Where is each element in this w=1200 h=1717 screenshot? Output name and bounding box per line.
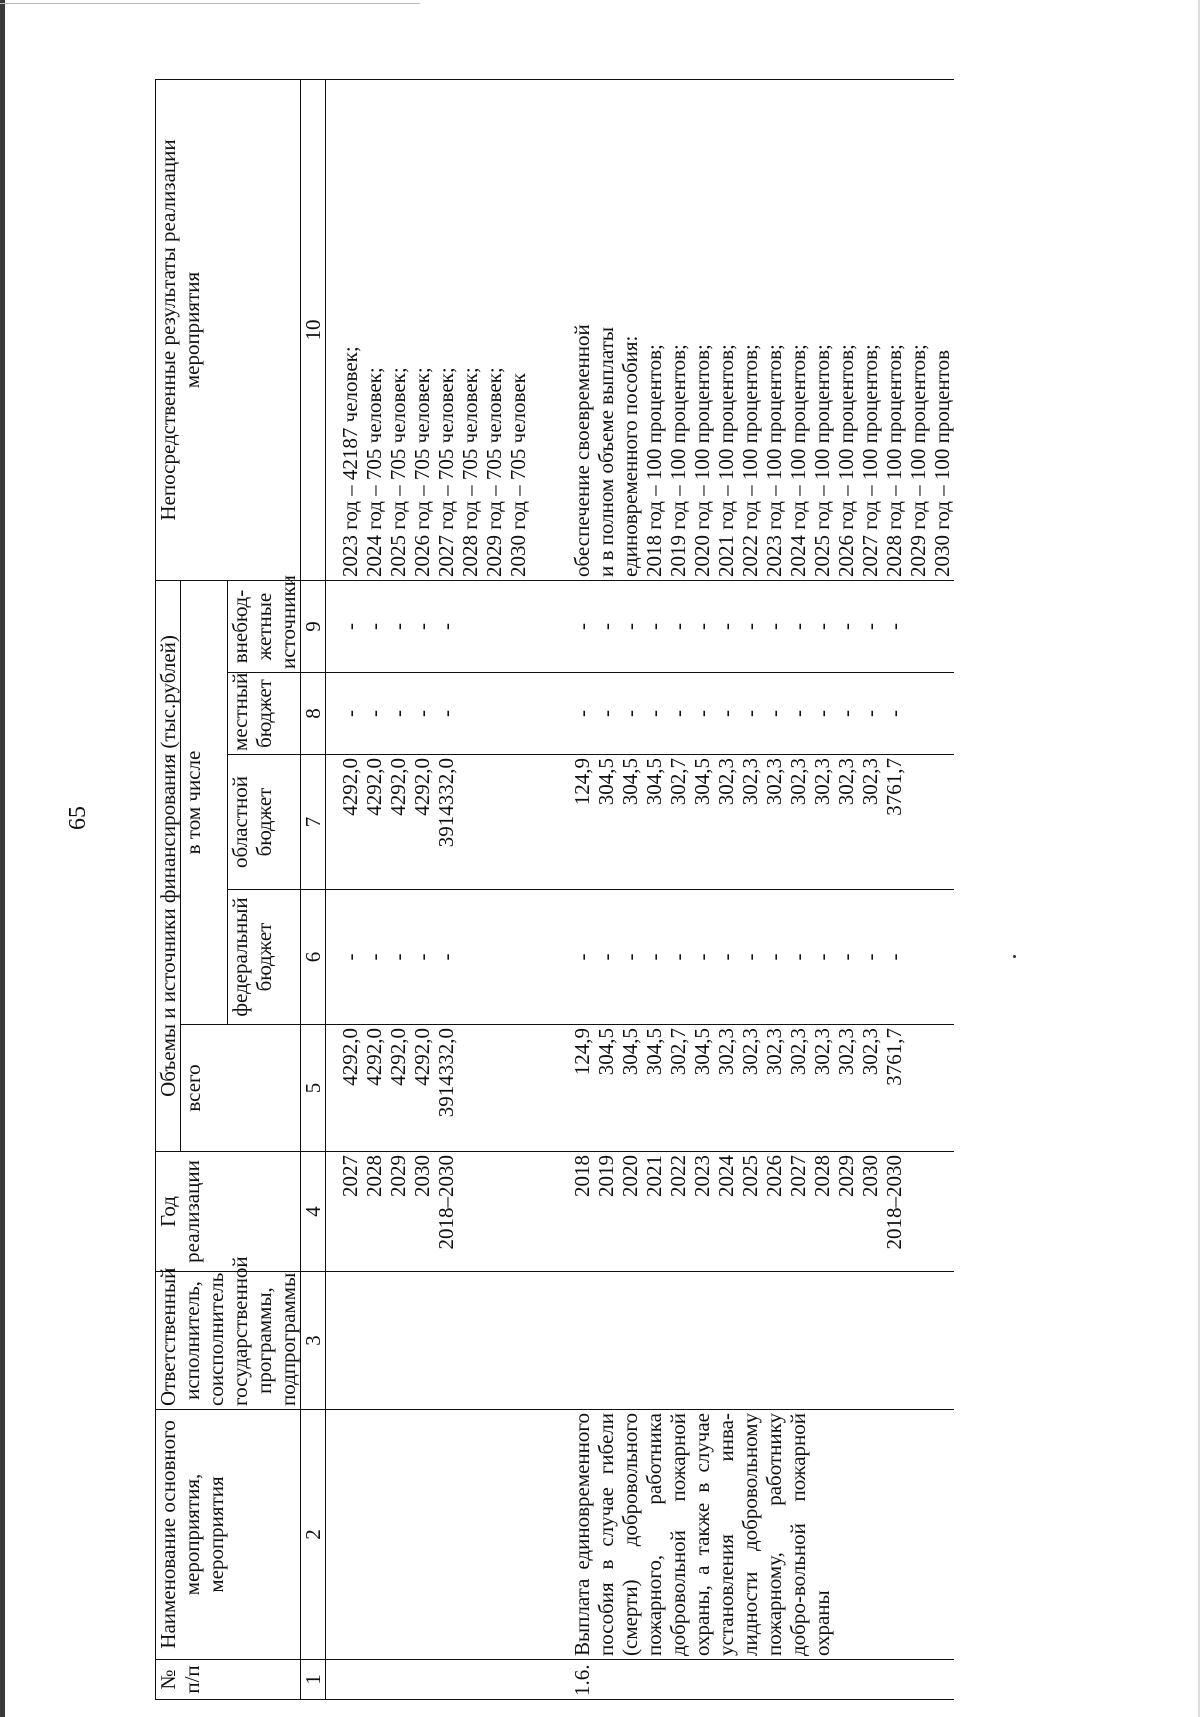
row-b-local-line: - [594, 710, 618, 717]
row-a-results [326, 80, 531, 581]
row-b-years-line: 2027 [786, 1155, 810, 1197]
row-b-totals-line: 302,3 [714, 1028, 738, 1076]
row-b-totals-line: 124,9 [570, 1028, 594, 1076]
row-b-regional-line: 302,3 [786, 758, 810, 806]
table-row-1-6 [558, 80, 954, 1700]
row-b-totals-line: 302,3 [834, 1028, 858, 1076]
row-b-results-line: 2019 год – 100 процентов; [666, 344, 690, 577]
row-b-local-line: - [666, 710, 690, 717]
header-executor: Ответственный исполнитель, соисполнитель государственной программы, подпрограммы [156, 1272, 301, 1410]
row-b-extra-line: - [786, 623, 810, 630]
row-b-local-line: - [738, 710, 762, 717]
row-b-local-line: - [690, 710, 714, 717]
row-b-federal-line: - [690, 953, 714, 961]
header-regional: областной бюджет [228, 755, 301, 890]
header-extra: внебюд-жетные источники [228, 581, 301, 673]
row-b-federal-line: - [666, 953, 690, 961]
row-a-totals [326, 1025, 531, 1152]
header-year: Год реализации [156, 1152, 301, 1272]
row-b-years-line: 2022 [666, 1155, 690, 1197]
row-b-results [558, 80, 954, 581]
row-b-regional [558, 755, 954, 890]
row-b-regional-line: 304,5 [594, 758, 618, 806]
row-b-federal-line: - [834, 953, 858, 961]
row-b-regional-line: 302,3 [762, 758, 786, 806]
row-a-results-line: 2023 год – 42187 человек; [338, 346, 362, 577]
column-number: 7 [301, 755, 326, 890]
row-b-federal-line: - [786, 953, 810, 961]
row-a-federal-line: - [338, 953, 362, 961]
header-local: местный бюджет [228, 673, 301, 755]
row-a-name-cell [326, 1410, 531, 1660]
column-number: 4 [301, 1152, 326, 1272]
row-a-results-line: 2026 год – 705 человек; [410, 367, 434, 577]
row-b-local-line: - [642, 710, 666, 717]
row-a-results-line: 2029 год – 705 человек; [482, 367, 506, 577]
row-b-extra-line: - [642, 623, 666, 630]
row-b-years-line: 2030 [858, 1155, 882, 1197]
row-b-regional-line: 304,5 [690, 758, 714, 806]
row-b-regional-line: 304,5 [618, 758, 642, 806]
row-a-years-line: 2027 [338, 1155, 362, 1197]
column-number: 6 [301, 890, 326, 1025]
row-b-extra-line: - [666, 623, 690, 630]
row-b-years-line: 2028 [810, 1155, 834, 1197]
row-b-regional-line: 302,3 [738, 758, 762, 806]
row-b-federal-line: - [570, 953, 594, 961]
table-row-continuation [326, 80, 531, 1700]
row-a-results-line: 2024 год – 705 человек; [362, 367, 386, 577]
row-b-years-line: 2029 [834, 1155, 858, 1197]
row-b-totals-line: 302,3 [858, 1028, 882, 1076]
row-b-federal-line: - [858, 953, 882, 961]
row-a-extra-line: - [386, 623, 410, 630]
row-b-num: 1.6. [558, 1660, 954, 1700]
row-b-results-line: 2020 год – 100 процентов; [690, 344, 714, 577]
column-number: 2 [301, 1410, 326, 1660]
row-b-results-line: обеспечение своевременной [570, 324, 594, 577]
column-number: 10 [301, 80, 326, 581]
row-b-totals-line: 304,5 [690, 1028, 714, 1076]
row-b-extra [558, 581, 954, 673]
row-b-local-line: - [714, 710, 738, 717]
row-b-years-line: 2026 [762, 1155, 786, 1197]
row-b-totals-line: 302,7 [666, 1028, 690, 1076]
row-a-extra-line: - [362, 623, 386, 630]
row-a-local-line: - [386, 710, 410, 717]
row-b-totals [558, 1025, 954, 1152]
row-a-results-line: 2028 год – 705 человек; [458, 367, 482, 577]
row-a-years-line: 2030 [410, 1155, 434, 1197]
row-b-extra-line: - [882, 623, 906, 630]
row-b-local-line: - [858, 710, 882, 717]
row-b-local-line: - [810, 710, 834, 717]
row-b-results-line: 2026 год – 100 процентов; [834, 344, 858, 577]
row-b-local [558, 673, 954, 755]
row-b-federal-line: - [762, 953, 786, 961]
row-a-local [326, 673, 531, 755]
row-b-extra-line: - [858, 623, 882, 630]
row-b-extra-line: - [618, 623, 642, 630]
row-a-federal-line: - [386, 953, 410, 961]
row-a-executor-cell [326, 1272, 531, 1410]
row-b-local-line: - [834, 710, 858, 717]
header-funding-group: Объемы и источники финансирования (тыс.рублей) [156, 581, 181, 1152]
row-b-totals-line: 302,3 [786, 1028, 810, 1076]
row-b-regional-line: 304,5 [642, 758, 666, 806]
row-b-results-line: 2025 год – 100 процентов; [810, 344, 834, 577]
row-b-results-line: 2027 год – 100 процентов; [858, 344, 882, 577]
row-b-results-line: 2024 год – 100 процентов; [786, 344, 810, 577]
row-b-federal-line: - [618, 953, 642, 961]
row-b-federal-line: - [594, 953, 618, 961]
row-a-totals-line: 4292,0 [338, 1028, 362, 1086]
column-number-row [301, 80, 326, 1700]
row-a-extra [326, 581, 531, 673]
row-a-regional-line: 3914332,0 [434, 758, 458, 848]
row-b-results-line: и в полном объеме выплаты [594, 327, 618, 577]
header-including: в том числе [181, 581, 228, 1025]
row-b-federal [558, 890, 954, 1025]
row-b-years-line: 2019 [594, 1155, 618, 1197]
rotated-page-content [155, 80, 1045, 1700]
row-b-regional-line: 302,7 [666, 758, 690, 806]
header-num: № п/п [156, 1660, 301, 1700]
row-a-years-line: 2028 [362, 1155, 386, 1197]
financing-table [155, 79, 954, 1700]
column-number: 1 [301, 1660, 326, 1700]
header-federal: федеральный бюджет [228, 890, 301, 1025]
header-name: Наименование основного мероприятия, мероприятия [156, 1410, 301, 1660]
row-a-totals-line: 4292,0 [410, 1028, 434, 1086]
row-a-extra-line: - [434, 623, 458, 630]
row-b-years-line: 2021 [642, 1155, 666, 1197]
row-b-executor-cell [558, 1272, 954, 1410]
row-a-years-line: 2018–2030 [434, 1155, 458, 1250]
row-a-num-cell [326, 1660, 531, 1700]
row-b-extra-line: - [714, 623, 738, 630]
row-b-results-line: 2023 год – 100 процентов; [762, 344, 786, 577]
row-b-federal-line: - [642, 953, 666, 961]
row-b-federal-line: - [738, 953, 762, 961]
row-a-federal-line: - [434, 953, 458, 961]
row-b-years-line: 2020 [618, 1155, 642, 1197]
row-b-results-line: 2028 год – 100 процентов; [882, 344, 906, 577]
row-b-results-line: единовременного пособия: [618, 335, 642, 577]
row-b-extra-line: - [594, 623, 618, 630]
row-b-totals-line: 304,5 [618, 1028, 642, 1076]
row-b-years-line: 2025 [738, 1155, 762, 1197]
row-a-regional-line: 4292,0 [362, 758, 386, 816]
row-b-regional-line: 302,3 [858, 758, 882, 806]
row-a-local-line: - [362, 710, 386, 717]
row-b-federal-line: - [882, 953, 906, 961]
row-a-totals-line: 3914332,0 [434, 1028, 458, 1118]
row-a-extra-line: - [338, 623, 362, 630]
row-a-totals-line: 4292,0 [386, 1028, 410, 1086]
table-gap-row [530, 80, 558, 1700]
row-b-extra-line: - [738, 623, 762, 630]
row-b-results-line: 2018 год – 100 процентов; [642, 344, 666, 577]
row-b-results-line: 2030 год – 100 процентов [930, 349, 954, 577]
row-b-years-line: 2018 [570, 1155, 594, 1197]
row-b-totals-line: 302,3 [762, 1028, 786, 1076]
row-b-local-line: - [786, 710, 810, 717]
row-b-extra-line: - [834, 623, 858, 630]
row-b-years-line: 2018–2030 [882, 1155, 906, 1250]
row-a-local-line: - [338, 710, 362, 717]
row-a-regional [326, 755, 531, 890]
row-b-federal-line: - [810, 953, 834, 961]
row-a-years-line: 2029 [386, 1155, 410, 1197]
column-number: 9 [301, 581, 326, 673]
row-b-regional-line: 124,9 [570, 758, 594, 806]
row-b-local-line: - [618, 710, 642, 717]
row-a-results-line: 2025 год – 705 человек; [386, 367, 410, 577]
row-a-federal [326, 890, 531, 1025]
row-a-regional-line: 4292,0 [338, 758, 362, 816]
row-a-local-line: - [434, 710, 458, 717]
header-total: всего [181, 1025, 301, 1152]
row-a-years [326, 1152, 531, 1272]
row-b-regional-line: 3761,7 [882, 758, 906, 816]
row-b-local-line: - [570, 710, 594, 717]
row-b-extra-line: - [762, 623, 786, 630]
row-a-results-line: 2030 год – 705 человек [506, 373, 530, 577]
row-a-local-line: - [410, 710, 434, 717]
row-b-results-line: 2029 год – 100 процентов; [906, 344, 930, 577]
row-b-extra-line: - [810, 623, 834, 630]
row-a-extra-line: - [410, 623, 434, 630]
row-a-results-line: 2027 год – 705 человек; [434, 367, 458, 577]
row-b-totals-line: 304,5 [594, 1028, 618, 1076]
row-b-local-line: - [882, 710, 906, 717]
row-b-local-line: - [762, 710, 786, 717]
column-number: 3 [301, 1272, 326, 1410]
row-a-federal-line: - [362, 953, 386, 961]
row-b-name: Выплата единовременного пособия в случае гибели (смерти) добровольного пожарного, работника добровольной пожарной охраны, а также в случае установления инва-лидности добровольному пожарному, работнику добро-вольной пожарной охраны [558, 1410, 954, 1660]
row-b-results-line: 2021 год – 100 процентов; [714, 344, 738, 577]
row-b-regional-line: 302,3 [810, 758, 834, 806]
row-a-regional-line: 4292,0 [410, 758, 434, 816]
row-b-regional-line: 302,3 [834, 758, 858, 806]
row-b-years [558, 1152, 954, 1272]
row-a-federal-line: - [410, 953, 434, 961]
row-b-totals-line: 304,5 [642, 1028, 666, 1076]
row-b-extra-line: - [690, 623, 714, 630]
row-b-totals-line: 302,3 [810, 1028, 834, 1076]
row-b-years-line: 2023 [690, 1155, 714, 1197]
row-b-extra-line: - [570, 623, 594, 630]
scan-left-edge [0, 0, 5, 1717]
column-number: 5 [301, 1025, 326, 1152]
row-b-years-line: 2024 [714, 1155, 738, 1197]
page-number: 65 [65, 806, 91, 830]
row-b-federal-line: - [714, 953, 738, 961]
row-b-totals-line: 3761,7 [882, 1028, 906, 1086]
row-b-regional-line: 302,3 [714, 758, 738, 806]
row-a-regional-line: 4292,0 [386, 758, 410, 816]
column-number: 8 [301, 673, 326, 755]
header-results: Непосредственные результаты реализации мероприятия [156, 80, 301, 581]
row-b-results-line: 2022 год – 100 процентов; [738, 344, 762, 577]
scan-top-line [0, 3, 420, 4]
row-a-totals-line: 4292,0 [362, 1028, 386, 1086]
row-b-totals-line: 302,3 [738, 1028, 762, 1076]
